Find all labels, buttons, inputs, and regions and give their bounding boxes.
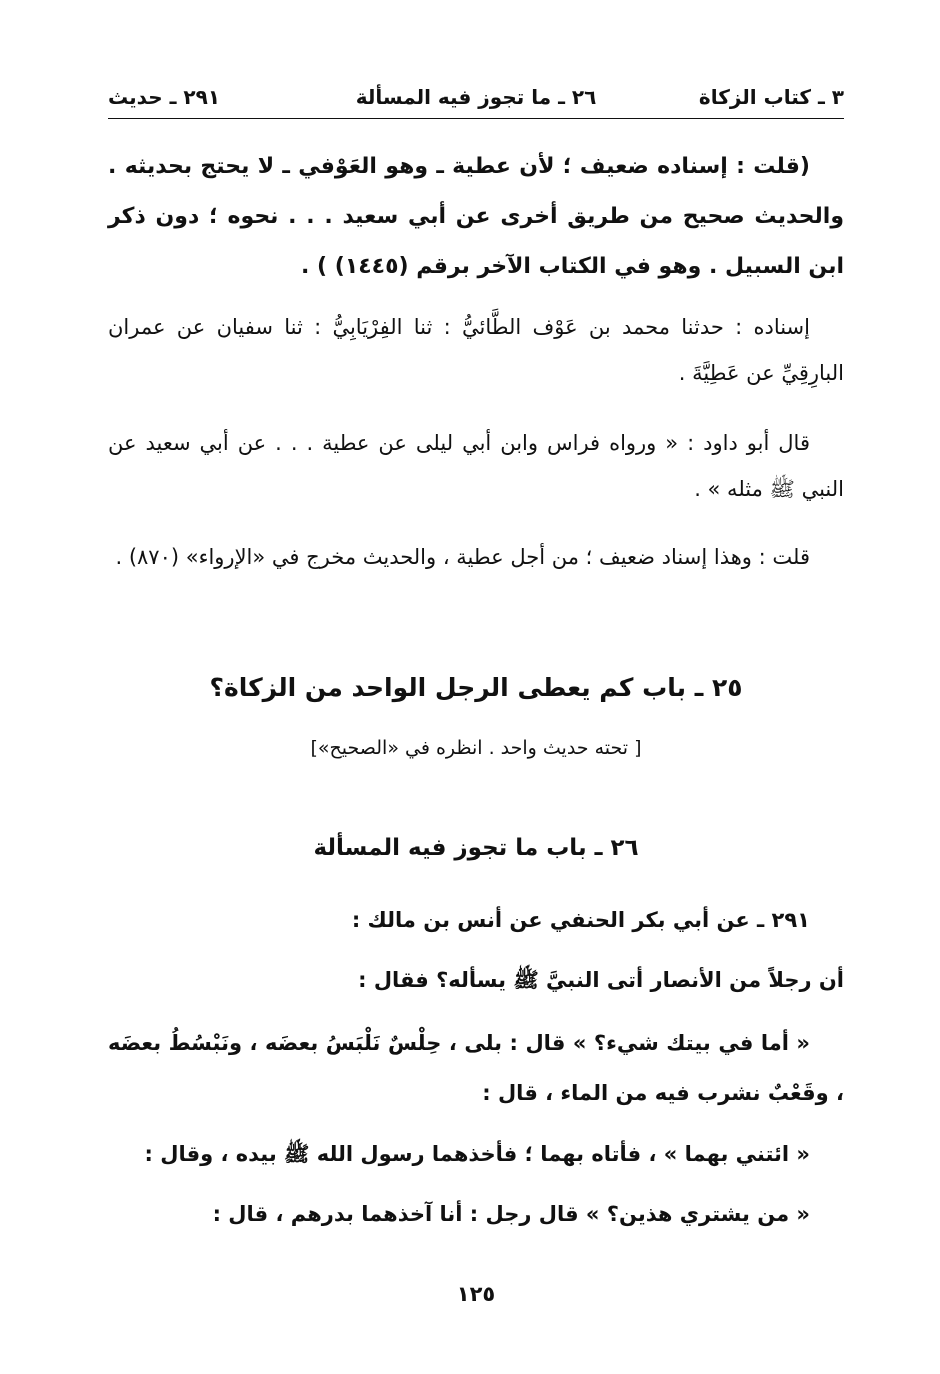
header-book-title: ٣ ـ كتاب الزكاة	[698, 85, 844, 109]
hadith-line: أن رجلاً من الأنصار أتى النبيَّ ﷺ يسأله؟ فقال :	[358, 968, 844, 992]
commentary-paragraph	[108, 142, 844, 292]
book-page	[108, 60, 844, 1340]
isnad-paragraph	[108, 304, 844, 396]
isnad-text: إسناده : حدثنا محمد بن عَوْف الطَّائيُّ : ثنا الفِرْيَابِيُّ : ثنا سفيان عن عمران البارِقِيِّ عن عَطِيَّةَ .	[108, 315, 844, 385]
grading-text: قلت : وهذا إسناد ضعيف ؛ من أجل عطية ، والحديث مخرج في «الإرواء» (٨٧٠) .	[115, 545, 810, 569]
section-25-title: ٢٥ ـ باب كم يعطى الرجل الواحد من الزكاة؟	[209, 673, 743, 702]
header-hadith-number: ٢٩١ ـ حديث	[108, 85, 221, 109]
abu-dawud-text: قال أبو داود : « ورواه فراس وابن أبي ليلى عن عطية . . . عن أبي سعيد عن النبي ﷺ مثله » .	[108, 431, 844, 501]
hadith-line: « من يشتري هذين؟ » قال رجل : أنا آخذهما بدرهم ، قال :	[212, 1202, 810, 1226]
section-26-title: ٢٦ ـ باب ما تجوز فيه المسألة	[313, 835, 639, 861]
hadith-paragraph	[108, 1018, 844, 1118]
header-rule	[108, 118, 844, 119]
header-chapter-title: ٢٦ ـ ما تجوز فيه المسألة	[355, 85, 597, 109]
hadith-line: « ائتني بهما » ، فأتاه بهما ؛ فأخذهما رسول الله ﷺ بيده ، وقال :	[144, 1142, 810, 1166]
grading-paragraph	[108, 534, 844, 580]
running-header	[108, 80, 844, 114]
hadith-paragraph-text: « أما في بيتك شيء؟ » قال : بلى ، حِلْسٌ نَلْبَسُ بعضَه ، ونَبْسُطُ بعضَه ، وقَعْبٌ نشرب فيه من الماء ، قال :	[108, 1031, 844, 1105]
abu-dawud-paragraph	[108, 420, 844, 512]
commentary-text: (قلت : إسناده ضعيف ؛ لأن عطية ـ وهو العَوْفي ـ لا يحتج بحديثه . والحديث صحيح من طريق أخرى عن أبي سعيد . . . نحوه ؛ دون ذكر ابن السبيل . وهو في الكتاب الآخر برقم (١٤٤٥) ) .	[108, 154, 844, 279]
hadith-opening-line: ٢٩١ ـ عن أبي بكر الحنفي عن أنس بن مالك :	[351, 908, 810, 932]
section-25-note: [ تحته حديث واحد . انظره في «الصحيح»]	[310, 737, 642, 759]
page-number: ١٢٥	[456, 1282, 496, 1306]
